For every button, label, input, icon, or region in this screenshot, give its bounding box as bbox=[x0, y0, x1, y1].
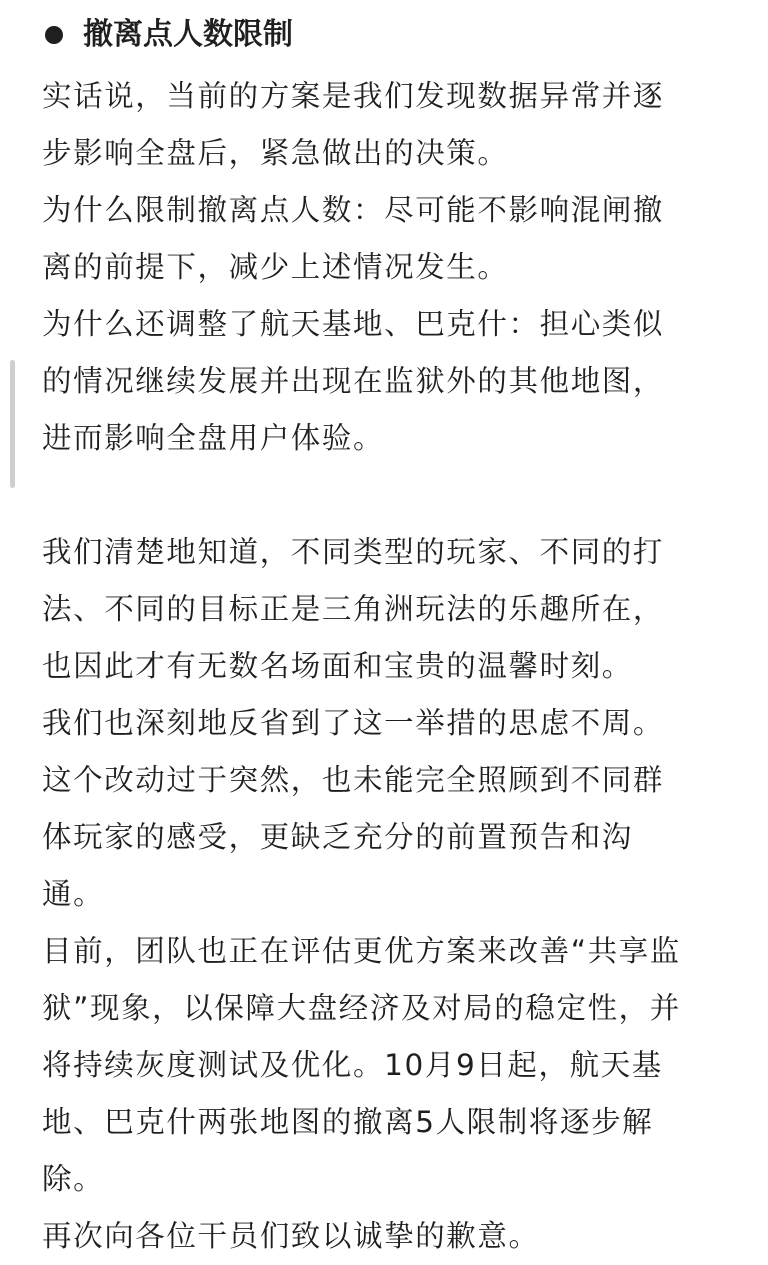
text-line: 再次向各位干员们致以诚挚的歉意。 bbox=[42, 1219, 540, 1253]
paragraph-3 bbox=[42, 296, 732, 467]
paragraph-4 bbox=[42, 524, 732, 695]
paragraph-2 bbox=[42, 182, 732, 296]
text-line: 法、不同的目标正是三角洲玩法的乐趣所在， bbox=[42, 592, 665, 626]
article-body bbox=[42, 68, 732, 1265]
text-line: 将持续灰度测试及优化。10月9日起，航天基 bbox=[42, 1048, 663, 1082]
bullet-dot-icon bbox=[45, 26, 63, 44]
text-line: 进而影响全盘用户体验。 bbox=[42, 421, 385, 455]
paragraph-7 bbox=[42, 923, 732, 1208]
paragraph-5 bbox=[42, 695, 732, 752]
text-line: 通。 bbox=[42, 877, 105, 911]
text-line: 目前，团队也正在评估更优方案来改善“共享监 bbox=[42, 934, 681, 968]
text-line: 除。 bbox=[42, 1162, 105, 1196]
text-line: 我们清楚地知道，不同类型的玩家、不同的打 bbox=[42, 535, 665, 569]
text-line: 我们也深刻地反省到了这一举措的思虑不周。 bbox=[42, 706, 665, 740]
text-line: 为什么限制撤离点人数：尽可能不影响混闸撤 bbox=[42, 193, 665, 227]
paragraph-8 bbox=[42, 1208, 732, 1265]
text-line: 体玩家的感受，更缺乏充分的前置预告和沟 bbox=[42, 820, 633, 854]
text-line: 的情况继续发展并出现在监狱外的其他地图， bbox=[42, 364, 665, 398]
section-heading bbox=[45, 9, 293, 61]
section-title: 撤离点人数限制 bbox=[83, 17, 293, 52]
paragraph-1 bbox=[42, 68, 732, 182]
text-line: 狱”现象，以保障大盘经济及对局的稳定性，并 bbox=[42, 991, 681, 1025]
text-line: 地、巴克什两张地图的撤离5人限制将逐步解 bbox=[42, 1105, 654, 1139]
scroll-indicator[interactable] bbox=[10, 360, 15, 488]
paragraph-gap bbox=[42, 467, 732, 524]
text-line: 为什么还调整了航天基地、巴克什：担心类似 bbox=[42, 307, 665, 341]
paragraph-6 bbox=[42, 752, 732, 923]
text-line: 离的前提下，减少上述情况发生。 bbox=[42, 250, 509, 284]
text-line: 也因此才有无数名场面和宝贵的温馨时刻。 bbox=[42, 649, 633, 683]
text-line: 步影响全盘后，紧急做出的决策。 bbox=[42, 136, 509, 170]
text-line: 这个改动过于突然，也未能完全照顾到不同群 bbox=[42, 763, 665, 797]
text-line: 实话说，当前的方案是我们发现数据异常并逐 bbox=[42, 79, 665, 113]
